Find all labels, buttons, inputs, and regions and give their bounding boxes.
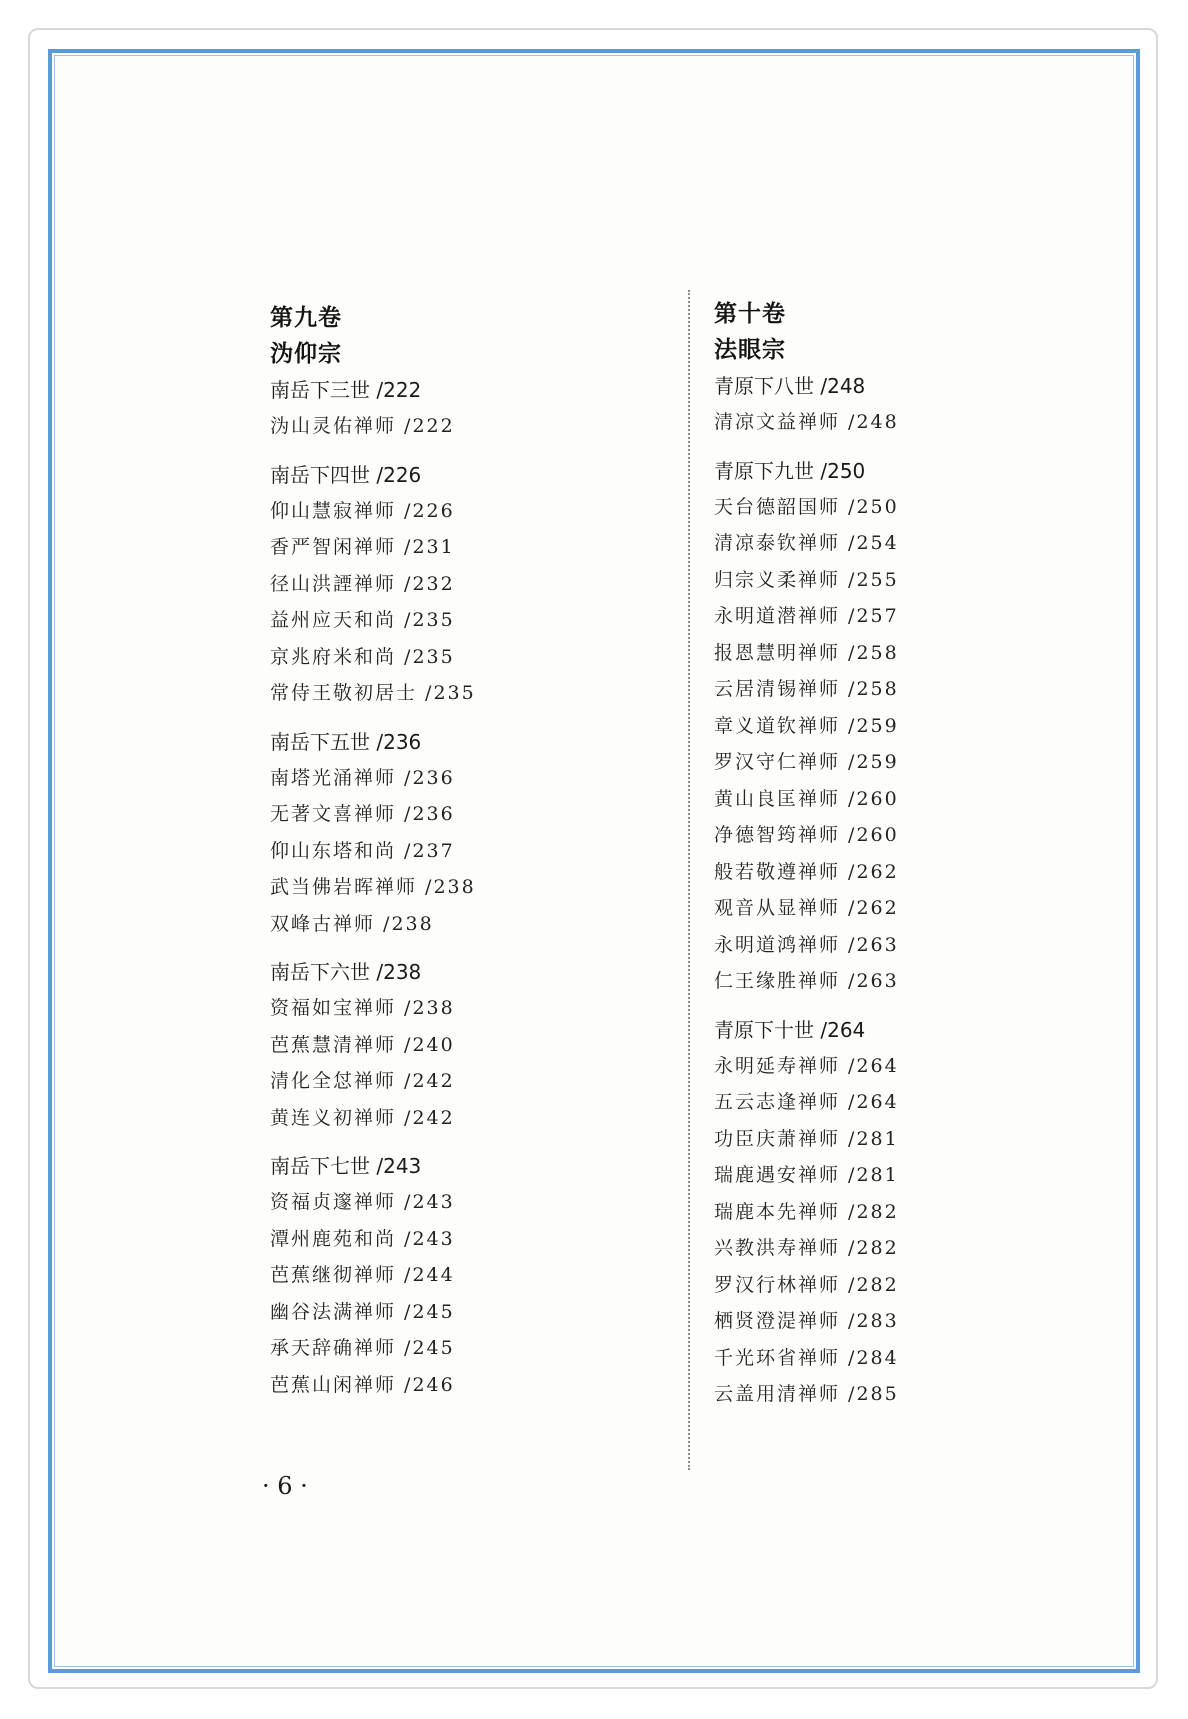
school-title: 沩仰宗	[270, 341, 342, 367]
volume-title: 第十卷	[714, 301, 786, 327]
toc-entry: 仰山东塔和尚 /237	[270, 839, 455, 862]
generation-heading: 青原下九世 /250	[714, 458, 866, 483]
toc-entry: 资福如宝禅师 /238	[270, 997, 455, 1019]
toc-entry: 芭蕉山闲禅师 /246	[270, 1373, 455, 1396]
toc-entry: 芭蕉慧清禅师 /240	[270, 1033, 455, 1056]
generation-group	[270, 1148, 476, 1403]
toc-entry: 罗汉行林禅师 /282	[714, 1273, 899, 1296]
toc-entry: 云盖用清禅师 /285	[714, 1383, 899, 1405]
toc-entry: 武当佛岩晖禅师 /238	[270, 876, 476, 898]
toc-entry: 永明道鸿禅师 /263	[714, 933, 899, 956]
generation-group	[270, 457, 476, 712]
toc-entry: 瑞鹿遇安禅师 /281	[714, 1164, 899, 1186]
toc-entry: 双峰古禅师 /238	[270, 912, 434, 935]
toc-entry: 仁王缘胜禅师 /263	[714, 970, 899, 992]
toc-entry: 栖贤澄湜禅师 /283	[714, 1310, 899, 1332]
toc-entry: 黄山良匡禅师 /260	[714, 787, 899, 810]
toc-entry: 资福贞邃禅师 /243	[270, 1191, 455, 1213]
generation-group	[270, 372, 476, 445]
toc-entry: 潭州鹿苑和尚 /243	[270, 1227, 455, 1250]
school-title: 法眼宗	[714, 337, 786, 363]
generation-group	[714, 368, 899, 441]
toc-entry: 幽谷法满禅师 /245	[270, 1300, 455, 1323]
toc-entry: 报恩慧明禅师 /258	[714, 641, 899, 664]
generation-heading: 南岳下三世 /222	[270, 378, 422, 402]
generation-heading: 青原下十世 /264	[714, 1017, 866, 1042]
toc-entry: 归宗义柔禅师 /255	[714, 568, 899, 591]
toc-entry: 沩山灵佑禅师 /222	[270, 415, 455, 437]
toc-entry: 五云志逢禅师 /264	[714, 1091, 899, 1113]
page-number: · 6 ·	[262, 1472, 308, 1500]
generation-heading: 南岳下六世 /238	[270, 960, 422, 984]
toc-entry: 观音从显禅师 /262	[714, 897, 899, 919]
toc-entry: 常侍王敬初居士 /235	[270, 682, 476, 704]
toc-entry: 瑞鹿本先禅师 /282	[714, 1200, 899, 1223]
column-divider	[688, 290, 690, 1470]
toc-entry: 永明道潜禅师 /257	[714, 605, 899, 627]
toc-entry: 香严智闲禅师 /231	[270, 536, 455, 558]
toc-entry: 净德智筠禅师 /260	[714, 824, 899, 846]
toc-entry: 天台德韶国师 /250	[714, 495, 899, 518]
volume-title: 第九卷	[270, 305, 342, 331]
toc-entry: 清凉文益禅师 /248	[714, 411, 899, 433]
toc-entry: 功臣庆萧禅师 /281	[714, 1127, 899, 1150]
toc-entry: 径山洪諲禅师 /232	[270, 572, 455, 595]
toc-entry: 兴教洪寿禅师 /282	[714, 1237, 899, 1259]
toc-entry: 清凉泰钦禅师 /254	[714, 532, 899, 554]
toc-entry: 益州应天和尚 /235	[270, 609, 455, 631]
toc-entry: 南塔光涌禅师 /236	[270, 766, 455, 789]
generation-group	[270, 954, 476, 1136]
toc-entry: 仰山慧寂禅师 /226	[270, 499, 455, 522]
generation-heading: 南岳下七世 /243	[270, 1154, 422, 1178]
toc-entry: 永明延寿禅师 /264	[714, 1054, 899, 1077]
toc-entry: 无著文喜禅师 /236	[270, 803, 455, 825]
toc-entry: 罗汉守仁禅师 /259	[714, 751, 899, 773]
generation-heading: 南岳下五世 /236	[270, 729, 422, 754]
toc-entry: 承天辞确禅师 /245	[270, 1337, 455, 1359]
toc-right-column	[714, 296, 899, 1413]
toc-entry: 芭蕉继彻禅师 /244	[270, 1264, 455, 1286]
toc-entry: 清化全怤禅师 /242	[270, 1070, 455, 1092]
toc-entry: 千光环省禅师 /284	[714, 1346, 899, 1369]
generation-group	[714, 1012, 899, 1413]
page-sheet	[54, 55, 1134, 1667]
toc-entry: 般若敬遵禅师 /262	[714, 860, 899, 883]
generation-group	[270, 724, 476, 943]
toc-entry: 黄连义初禅师 /242	[270, 1106, 455, 1129]
generation-heading: 青原下八世 /248	[714, 374, 866, 398]
toc-left-column	[270, 300, 476, 1403]
toc-entry: 章义道钦禅师 /259	[714, 714, 899, 737]
generation-group	[714, 453, 899, 1000]
toc-entry: 云居清锡禅师 /258	[714, 678, 899, 700]
toc-entry: 京兆府米和尚 /235	[270, 645, 455, 668]
generation-heading: 南岳下四世 /226	[270, 462, 422, 487]
